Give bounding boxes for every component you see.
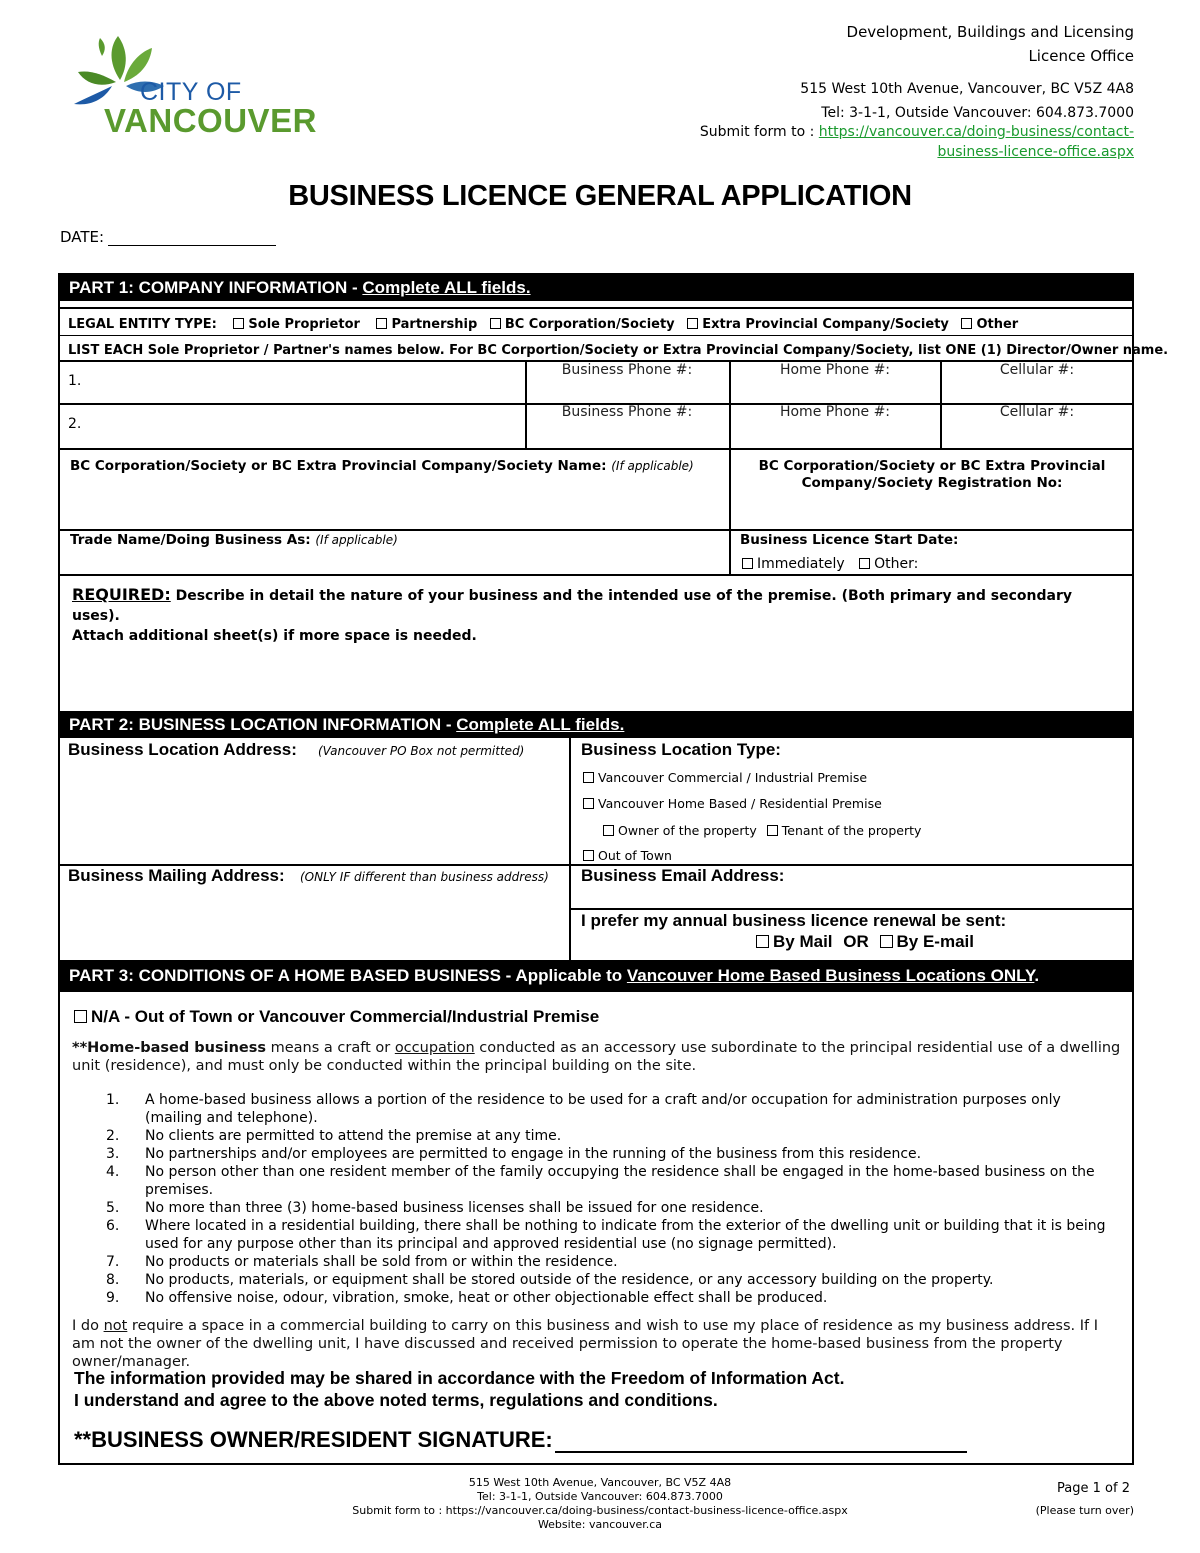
business-phone-label-2: Business Phone #:: [561, 404, 693, 420]
turn-over-note: (Please turn over): [1035, 1504, 1134, 1517]
start-other-option[interactable]: Other:: [859, 556, 918, 572]
part2-heading-emphasis: Complete ALL fields.: [456, 715, 625, 734]
renewal-by-mail-option[interactable]: By Mail: [756, 932, 833, 951]
office-address: 515 West 10th Avenue, Vancouver, BC V5Z 4A8: [800, 81, 1134, 97]
trade-name-label-row: [70, 532, 398, 548]
rule-item: 8. No products, materials, or equipment shall be stored outside of the residence, or any accessory building on the property.: [106, 1272, 994, 1288]
checkbox-icon: [233, 318, 244, 329]
part1-heading-bar: [60, 274, 1133, 301]
entity-option-sole[interactable]: Sole Proprietor: [233, 317, 360, 332]
home-phone-label-1: Home Phone #:: [779, 362, 891, 378]
home-business-rules: [62, 1091, 1117, 1307]
corp-name-note: (If applicable): [611, 459, 694, 473]
rule-item: 2. No clients are permitted to attend the premise at any time.: [106, 1128, 562, 1144]
business-phone-label-1: Business Phone #:: [561, 362, 693, 378]
checkbox-icon: [742, 558, 753, 569]
page-number: Page 1 of 2: [1057, 1481, 1130, 1496]
submit-url-line-2: [937, 142, 1134, 162]
legal-entity-row: [68, 317, 1018, 332]
foi-statement: The information provided may be shared in accordance with the Freedom of Information Act. I understand and agree to the above noted terms, regulations and conditions.: [74, 1368, 845, 1410]
part3-heading-emphasis: Vancouver Home Based Business Locations ONLY: [626, 966, 1035, 985]
declaration-text: I do not require a space in a commercial building to carry on this business and wish to use my place of residence as my business address. If I am not the owner of the dwelling unit, I have discussed and received permission to operate the home-based business from the property owner/manager.: [72, 1318, 1099, 1370]
start-immediately-option[interactable]: Immediately: [742, 556, 845, 572]
type-sub-options: [603, 823, 921, 838]
checkbox-icon: [583, 772, 594, 783]
part3-heading: PART 3: CONDITIONS OF A HOME BASED BUSINESS - Applicable to: [69, 966, 627, 985]
footer-address: 515 West 10th Avenue, Vancouver, BC V5Z 4A8: [468, 1476, 732, 1489]
rule-item: 4. No person other than one resident member of the family occupying the residence shall be engaged in the home-based business on the premises.: [106, 1164, 1095, 1198]
required-description: REQUIRED: Describe in detail the nature of your business and the intended use of the premise. (Both primary and secondary uses). Attach additional sheet(s) if more space is needed.: [72, 585, 1072, 644]
rule-item: 3. No partnerships and/or employees are permitted to engage in the running of the business from this residence.: [106, 1146, 922, 1162]
type-tenant-option[interactable]: Tenant of the property: [767, 823, 922, 838]
date-input-line[interactable]: [108, 231, 276, 246]
part1-heading-emphasis: Complete ALL fields.: [362, 278, 531, 297]
submit-url-link-cont[interactable]: business-licence-office.aspx: [937, 144, 1134, 160]
renewal-label: I prefer my annual business licence renewal be sent:: [581, 911, 1007, 930]
logo-city-text: CITY OF: [140, 78, 242, 106]
department-name: Development, Buildings and Licensing: [846, 23, 1134, 41]
submit-label: Submit form to :: [699, 124, 819, 140]
footer-phone: Tel: 3-1-1, Outside Vancouver: 604.873.7000: [477, 1490, 723, 1503]
checkbox-icon: [583, 850, 594, 861]
form-title: BUSINESS LICENCE GENERAL APPLICATION: [288, 180, 912, 212]
na-option[interactable]: N/A - Out of Town or Vancouver Commercial/Industrial Premise: [74, 1007, 599, 1027]
logo-vancouver-text: VANCOUVER: [104, 102, 317, 139]
checkbox-icon: [880, 935, 893, 948]
office-phone: Tel: 3-1-1, Outside Vancouver: 604.873.7000: [821, 105, 1134, 121]
entity-option-bc-corp[interactable]: BC Corporation/Society: [490, 317, 675, 332]
checkbox-icon: [687, 318, 698, 329]
checkbox-icon: [603, 825, 614, 836]
required-word: REQUIRED:: [72, 585, 171, 604]
corp-reg-label: BC Corporation/Society or BC Extra Provincial Company/Society Registration No:: [758, 458, 1106, 491]
mailing-address-note: (ONLY IF different than business address): [300, 870, 549, 884]
renewal-by-email-option[interactable]: By E-mail: [880, 932, 974, 951]
owner-row-1[interactable]: 1.: [68, 373, 82, 389]
owner-row-2[interactable]: 2.: [68, 416, 82, 432]
list-instruction: LIST EACH Sole Proprietor / Partner's names below. For BC Corportion/Society or Extra Provincial Company/Society, list ONE (1) Director/Owner name.: [68, 343, 1169, 358]
checkbox-icon: [756, 935, 769, 948]
home-business-definition: **Home-based business means a craft or occupation conducted as an accessory use subordinate to the principal residential use of a dwelling unit (residence), and must only be conducted within the principal building on the site.: [72, 1040, 1121, 1074]
location-address-label: Business Location Address:: [68, 740, 297, 759]
checkbox-icon: [767, 825, 778, 836]
signature-label: **BUSINESS OWNER/RESIDENT SIGNATURE:: [74, 1427, 553, 1452]
entity-option-partnership[interactable]: Partnership: [376, 317, 477, 332]
checkbox-icon: [859, 558, 870, 569]
part3-heading-bar: PART 3: CONDITIONS OF A HOME BASED BUSINESS - Applicable to Vancouver Home Based Business Locations ONLY.: [60, 960, 1133, 992]
start-date-options: [742, 556, 918, 572]
checkbox-icon: [961, 318, 972, 329]
type-owner-option[interactable]: Owner of the property: [603, 823, 757, 838]
rule-item: 1. A home-based business allows a portion of the residence to be used for a craft and/or occupation for administration purposes only (mailing and telephone).: [106, 1092, 1061, 1126]
trade-name-label: Trade Name/Doing Business As:: [70, 532, 311, 548]
checkbox-icon: [376, 318, 387, 329]
mailing-address-label: Business Mailing Address:: [68, 866, 285, 885]
type-commercial-option[interactable]: Vancouver Commercial / Industrial Premise: [583, 770, 867, 785]
part1-heading: PART 1: COMPANY INFORMATION -: [69, 278, 363, 297]
trade-name-note: (If applicable): [315, 533, 398, 547]
renewal-or: OR: [843, 932, 869, 951]
corp-name-label-row: [70, 458, 694, 474]
entity-option-extra-provincial[interactable]: Extra Provincial Company/Society: [687, 317, 949, 332]
type-out-of-town-option[interactable]: Out of Town: [583, 848, 672, 863]
signature-row: [74, 1427, 967, 1453]
part2-heading: PART 2: BUSINESS LOCATION INFORMATION -: [69, 715, 457, 734]
signature-line[interactable]: [555, 1433, 967, 1453]
cellular-label-2: Cellular #:: [999, 404, 1075, 420]
date-label: DATE:: [60, 228, 105, 246]
email-address-label: Business Email Address:: [581, 866, 785, 885]
rule-item: 9. No offensive noise, odour, vibration, smoke, heat or other objectionable effect shall be produced.: [106, 1290, 828, 1306]
office-name: Licence Office: [1028, 47, 1134, 65]
submit-url-link[interactable]: https://vancouver.ca/doing-business/contact-: [818, 124, 1134, 140]
renewal-options: [756, 932, 974, 952]
footer-submit: Submit form to : https://vancouver.ca/doing-business/contact-business-licence-office.aspx: [352, 1504, 848, 1517]
footer-website: Website: vancouver.ca: [537, 1518, 663, 1531]
cellular-label-1: Cellular #:: [999, 362, 1075, 378]
type-home-option[interactable]: Vancouver Home Based / Residential Premise: [583, 796, 882, 811]
part2-heading-bar: [60, 711, 1133, 738]
checkbox-icon: [583, 798, 594, 809]
corp-name-label: BC Corporation/Society or BC Extra Provincial Company/Society Name:: [70, 458, 607, 474]
rule-item: 6. Where located in a residential building, there shall be nothing to indicate from the exterior of the dwelling unit or building that it is being used for any purpose other than its principal and approved residential use (no signage permitted).: [106, 1218, 1106, 1252]
submit-line: [700, 122, 1134, 142]
entity-option-other[interactable]: Other: [961, 317, 1018, 332]
location-type-label: Business Location Type:: [581, 740, 781, 759]
date-field: [60, 228, 276, 246]
start-date-label: Business Licence Start Date:: [740, 532, 959, 548]
home-phone-label-2: Home Phone #:: [779, 404, 891, 420]
location-address-note: (Vancouver PO Box not permitted): [318, 744, 525, 758]
rule-item: 7. No products or materials shall be sold from or within the residence.: [106, 1254, 618, 1270]
legal-entity-label: LEGAL ENTITY TYPE:: [68, 317, 217, 332]
rule-item: 5. No more than three (3) home-based business licenses shall be issued for one residence.: [106, 1200, 764, 1216]
page-footer: [0, 1476, 1200, 1532]
checkbox-icon: [490, 318, 501, 329]
checkbox-icon: [74, 1010, 87, 1023]
